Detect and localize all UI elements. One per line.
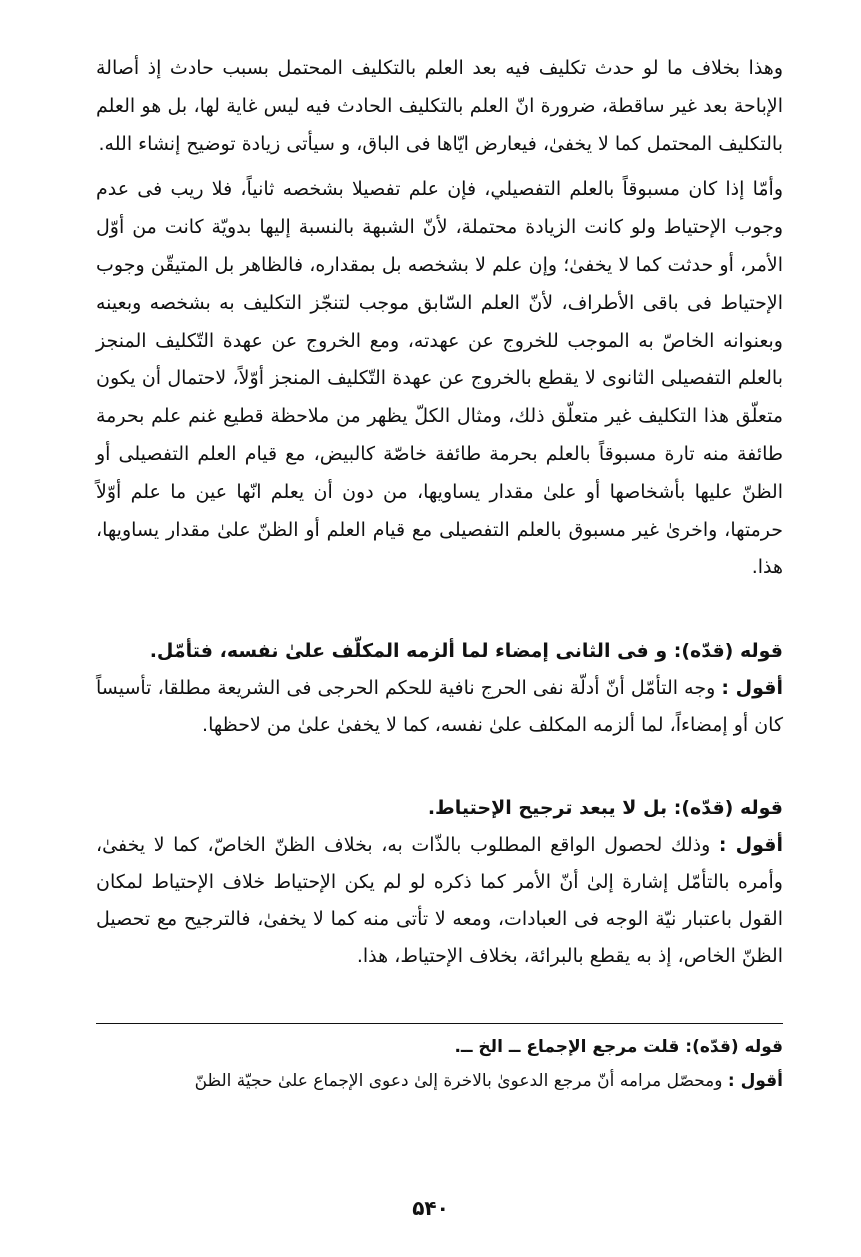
- section-2-heading: قوله (قدّه): بل لا يبعد ترجيح الإحتياط.: [427, 797, 783, 820]
- footnote-label: أقول :: [727, 1071, 783, 1092]
- paragraph-1: وهذا بخلاف ما لو حدث تكليف فيه بعد العلم بالتكليف المحتمل بسبب حادث إذ أصالة الإباحة بعد غير ساقطة، ضرورة انّ العلم بالتكليف الحادث فيه ليس غاية لها، بل هو العلم بالتكليف المحتمل كما لا يخفىٰ، فيعارض ايّاها فى الباق، و سيأتى زيادة توضيح إنشاء الله.: [96, 57, 783, 155]
- footnote-body: [96, 1064, 783, 1098]
- section-1-heading: قوله (قدّه): و فى الثانى إمضاء لما ألزمه المكلّف علىٰ نفسه، فتأمّل.: [149, 640, 783, 663]
- section-1-label: أقول :: [721, 677, 783, 700]
- footnote-divider: [96, 1023, 783, 1024]
- section-1-body: [96, 670, 783, 744]
- footnote-heading: قوله (قدّه): قلت مرجع الإجماع ــ الخ ــ.: [454, 1037, 783, 1058]
- section-2-text: وذلك لحصول الواقع المطلوب بالذّات به، بخلاف الظنّ الخاصّ، كما لا يخفىٰ، وأمره بالتأمّل إشارة إلىٰ أنّ الأمر كما ذكره لو لم يكن الإحتياط خلاف الإحتياط لمكان القول باعتبار نيّة الوجه فى العبادات، ومعه لا تأتى منه كما لا يخفىٰ، فالترجيح مع تحصيل الظنّ الخاص، إذ به يقطع بالبرائة، بخلاف الإحتياط، هذا.: [96, 834, 783, 968]
- section-2-label: أقول :: [718, 834, 783, 857]
- spacer: [96, 587, 783, 633]
- page-number: ۵۴۰: [412, 1196, 449, 1220]
- spacer: [96, 975, 783, 1009]
- spacer: [96, 744, 783, 790]
- section-1-text: وجه التأمّل أنّ أدلّة نفى الحرج نافية للحكم الحرجى فى الشريعة مطلقا، تأسيساً كان أو إمضاءاً، لما ألزمه المكلف علىٰ نفسه، كما لا يخفىٰ علىٰ من لاحظها.: [96, 677, 783, 737]
- paragraph-2: وأمّا إذا كان مسبوقاً بالعلم التفصيلي، فإن علم تفصيلا بشخصه ثانياً، فلا ريب فى عدم وجوب الإحتياط ولو كانت الزيادة محتملة، لأنّ الشبهة بالنسبة إليها بدويّة كانت من أوّل الأمر، أو حدثت كما لا يخفىٰ؛ وإن علم لا بشخصه بل بمقداره، فالظاهر بل المتيقّن وجوب الإحتياط فى باقى الأطراف، لأنّ العلم السّابق موجب لتنجّز التكليف به بشخصه وبعينه وبعنوانه الخاصّ به الموجب للخروج عن عهدته، ومع الخروج عن عهدة التّكليف المنجز بالعلم التفصيلى الثانوى لا يقطع بالخروج عن عهدة التّكليف المنجز أوّلاً، لاحتمال أن يكون متعلّق هذا التكليف غير متعلّق ذلك، ومثال الكلّ يظهر من ملاحظة قطيع غنم علم بحرمة طائفة منه تارة مسبوقاً بالعلم بحرمة طائفة خاصّة كالبيض، مع قيام العلم التفصيلى أو الظنّ عليها بأشخاصها أو علىٰ مقدار يساويها، من دون أن يعلم انّها عين ما علم أوّلاً حرمتها، واخرىٰ غير مسبوق بالعلم التفصيلى مع قيام العلم أو الظنّ علىٰ مقدار يساويها، هذا.: [96, 178, 783, 579]
- footnote-text: ومحصّل مرامه أنّ مرجع الدعوىٰ بالاخرة إلىٰ دعوى الإجماع علىٰ حجيّة الظنّ: [194, 1071, 728, 1092]
- section-2-body: [96, 827, 783, 975]
